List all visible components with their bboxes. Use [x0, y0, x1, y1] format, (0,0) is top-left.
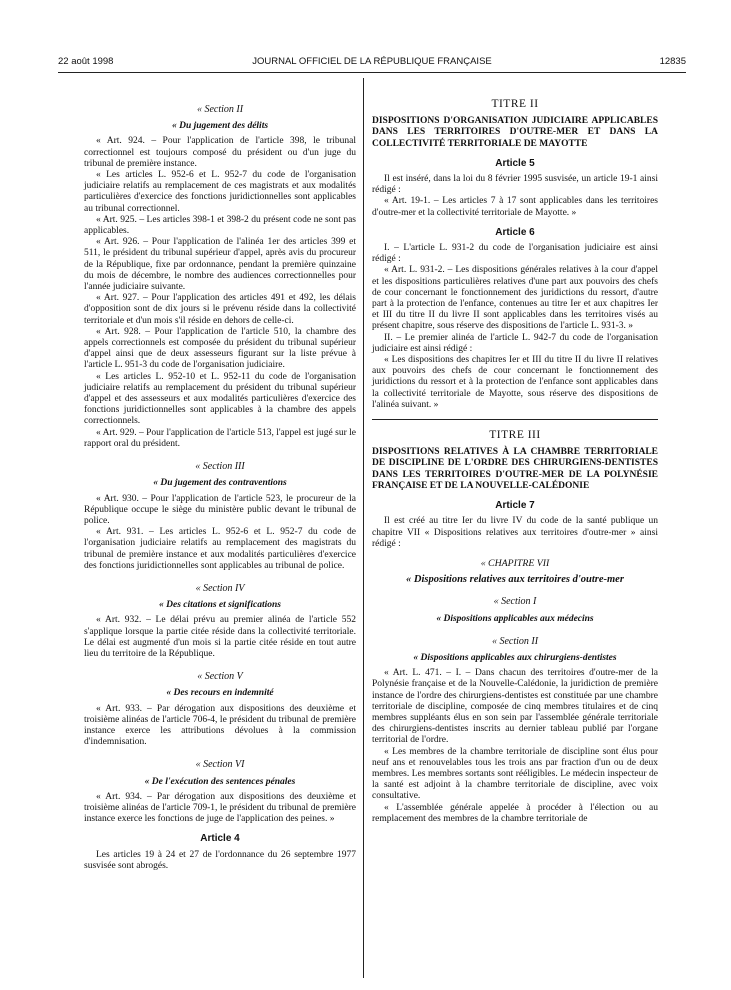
section-heading: « Section IV: [195, 582, 245, 594]
section-heading: « Section II: [491, 635, 539, 647]
article-heading: Article 4: [200, 833, 240, 845]
paragraph: « Art. 930. – Pour l'application de l'article 523, le procureur de la République occupe le siège du ministère public devant le tribunal de police.: [84, 493, 356, 526]
column-rule: [363, 78, 364, 978]
article-heading: Article 6: [495, 226, 535, 238]
paragraph: « Art. 928. – Pour l'application de l'article 510, la chambre des appels correctionnels est composée du président du tribunal supérieur d'appel ainsi que de deux assesseurs figurant sur la liste prévue à l'article L. 951-3 du code de l'organisation judiciaire.: [84, 326, 356, 371]
paragraph: « Les articles L. 952-6 et L. 952-7 du code de l'organisation judiciaire relatifs au remplacement de ces magistrats et aux modalités particulières d'exercice des fonctions juridictionnelles sont applicables au tribunal correctionnel.: [84, 170, 356, 214]
section-title: « Des recours en indemnité: [166, 688, 274, 699]
journal-title: JOURNAL OFFICIEL DE LA RÉPUBLIQUE FRANÇAISE: [252, 56, 492, 67]
titre-separator: [372, 419, 658, 420]
paragraph: « Art. 932. – Le délai prévu au premier alinéa de l'article 552 s'applique lorsque la partie citée réside dans la collectivité territoriale. Le délai est augmenté d'un mois si la partie citée réside en tout autre lieu du territoire de la République.: [84, 615, 356, 659]
page-number: 12835: [659, 56, 686, 67]
section-title: « Dispositions applicables aux chirurgiens-dentistes: [413, 652, 617, 663]
paragraph: « Les dispositions des chapitres Ier et III du titre II du livre II relatives aux pouvoirs des chefs de cour concernant le fonctionnement des juridictions du ressort et à la protection de l'enfance sont applicables dans la collectivité territoriale de Mayotte, sous réserve des dispositions de l'alinéa suivant. »: [372, 355, 658, 410]
left-column: [84, 104, 356, 872]
titre-title: DISPOSITIONS D'ORGANISATION JUDICIAIRE APPLICABLES DANS LES TERRITOIRES D'OUTRE-MER ET DANS LA COLLECTIVITÉ TERRITORIALE DE MAYOTTE: [372, 116, 658, 149]
article-heading: Article 7: [495, 500, 535, 512]
section-heading: « Section VI: [195, 759, 245, 771]
section-title: « Dispositions applicables aux médecins: [436, 613, 594, 624]
section-heading: « Section V: [197, 671, 243, 683]
paragraph: « Art. 933. – Par dérogation aux dispositions des deuxième et troisième alinéas de l'article 706-4, le président du tribunal de première instance exerce les attributions dévolues à la commission d'indemnisation.: [84, 703, 356, 748]
section-heading: « Section I: [493, 596, 537, 608]
titre-heading: TITRE III: [489, 429, 541, 442]
paragraph: « Art. 19-1. – Les articles 7 à 17 sont applicables dans les territoires d'outre-mer et la collectivité territoriale de Mayotte. »: [372, 196, 658, 218]
section-heading: « Section II: [196, 104, 244, 115]
titre-title: DISPOSITIONS RELATIVES À LA CHAMBRE TERRITORIALE DE DISCIPLINE DE L'ORDRE DES CHIRURGIENS-DENTISTES DANS LES TERRITOIRES D'OUTRE-MER DE LA POLYNÉSIE FRANÇAISE ET DE LA NOUVELLE-CALÉDONIE: [372, 447, 658, 491]
header-rule: [58, 72, 686, 73]
paragraph: « L'assemblée générale appelée à procéder à l'élection ou au remplacement des membres de la chambre territoriale de: [372, 802, 658, 824]
paragraph: Les articles 19 à 24 et 27 de l'ordonnance du 26 septembre 1977 susvisée sont abrogés.: [84, 849, 356, 871]
chapter-heading: « CHAPITRE VII: [480, 557, 550, 569]
section-title: « De l'exécution des sentences pénales: [144, 776, 296, 787]
section-title: « Des citations et significations: [159, 600, 281, 611]
chapter-title: « Dispositions relatives aux territoires d'outre-mer: [406, 574, 624, 586]
section-title: « Du jugement des contraventions: [153, 478, 287, 489]
paragraph: Il est créé au titre Ier du livre IV du code de la santé publique un chapitre VII « Dispositions relatives aux territoires d'outre-mer » ainsi rédigé :: [372, 516, 658, 549]
page-header: [58, 56, 686, 70]
section-title: « Du jugement des délits: [171, 121, 269, 132]
paragraph: « Les membres de la chambre territoriale de discipline sont élus pour neuf ans et renouvelables tous les trois ans par fraction d'un ou de deux membres. Les membres sortants sont rééligibles. Le médecin inspecteur de la santé est adjoint à la chambre territoriale de discipline, avec voix consultative.: [372, 746, 658, 802]
paragraph: « Art. 926. – Pour l'application de l'alinéa 1er des articles 399 et 511, le président du tribunal supérieur d'appel, après avis du procureur de la République, fixe par ordonnance, pendant la première quinzaine du mois de décembre, le nombre des audiences correctionnelles pour l'année judiciaire suivante.: [84, 237, 356, 293]
paragraph: « Art. L. 471. – I. – Dans chacun des territoires d'outre-mer de la Polynésie française et de la Nouvelle-Calédonie, la juridiction de première instance de l'ordre des chirurgiens-dentistes est constituée par une chambre territoriale de discipline, composée de cinq membres titulaires et de cinq membres suppléants élus en son sein par l'assemblée générale territoriale des chirurgiens-dentistes inscrits au dernier tableau publié par l'organe territorial de l'ordre.: [372, 668, 658, 746]
paragraph: Il est inséré, dans la loi du 8 février 1995 susvisée, un article 19-1 ainsi rédigé :: [372, 174, 658, 196]
paragraph: « Art. 925. – Les articles 398-1 et 398-2 du présent code ne sont pas applicables.: [84, 214, 356, 237]
paragraph: II. – Le premier alinéa de l'article L. 942-7 du code de l'organisation judiciaire est ainsi rédigé :: [372, 332, 658, 354]
paragraph: « Art. 934. – Par dérogation aux dispositions des deuxième et troisième alinéas de l'article 709-1, le président du tribunal de première instance exerce les fonctions de juge de l'application des peines. »: [84, 791, 356, 825]
article-heading: Article 5: [495, 157, 535, 169]
paragraph: « Art. 931. – Les articles L. 952-6 et L. 952-7 du code de l'organisation judiciaire relatifs au remplacement des magistrats du tribunal de première instance et aux modalités particulières d'exercice des fonctions juridictionnelles sont applicables au tribunal de police.: [84, 527, 356, 571]
paragraph: « Les articles L. 952-10 et L. 952-11 du code de l'organisation judiciaire relatifs au remplacement du président du tribunal supérieur d'appel et des assesseurs et aux modalités particulières d'exercice des fonctions juridictionnelles sont applicables à la chambre des appels correctionnels.: [84, 371, 356, 427]
header-date: 22 août 1998: [58, 56, 114, 67]
paragraph: « Art. L. 931-2. – Les dispositions générales relatives à la cour d'appel et les dispositions particulières relatives d'une part aux pouvoirs des chefs de cour concernant le fonctionnement des juridictions du ressort, d'autre part à la protection de l'enfance, contenues au titre Ier et aux chapitres Ier et III du titre II du livre II sont applicables dans les territoires visés au présent chapitre, sous réserve des dispositions de l'article L. 931-3. »: [372, 265, 658, 332]
paragraph: I. – L'article L. 931-2 du code de l'organisation judiciaire est ainsi rédigé :: [372, 243, 658, 265]
paragraph: « Art. 924. – Pour l'application de l'article 398, le tribunal correctionnel est toujours composé du président ou d'un juge du tribunal de première instance.: [84, 136, 356, 169]
right-column: [372, 99, 658, 825]
section-heading: « Section III: [195, 461, 245, 473]
paragraph: « Art. 929. – Pour l'application de l'article 513, l'appel est jugé sur le rapport oral du président.: [84, 427, 356, 449]
titre-heading: TITRE II: [491, 98, 539, 110]
paragraph: « Art. 927. – Pour l'application des articles 491 et 492, les délais d'opposition sont de dix jours si le prévenu réside dans la collectivité territoriale et d'un mois s'il réside en dehors de celle-ci.: [84, 293, 356, 326]
